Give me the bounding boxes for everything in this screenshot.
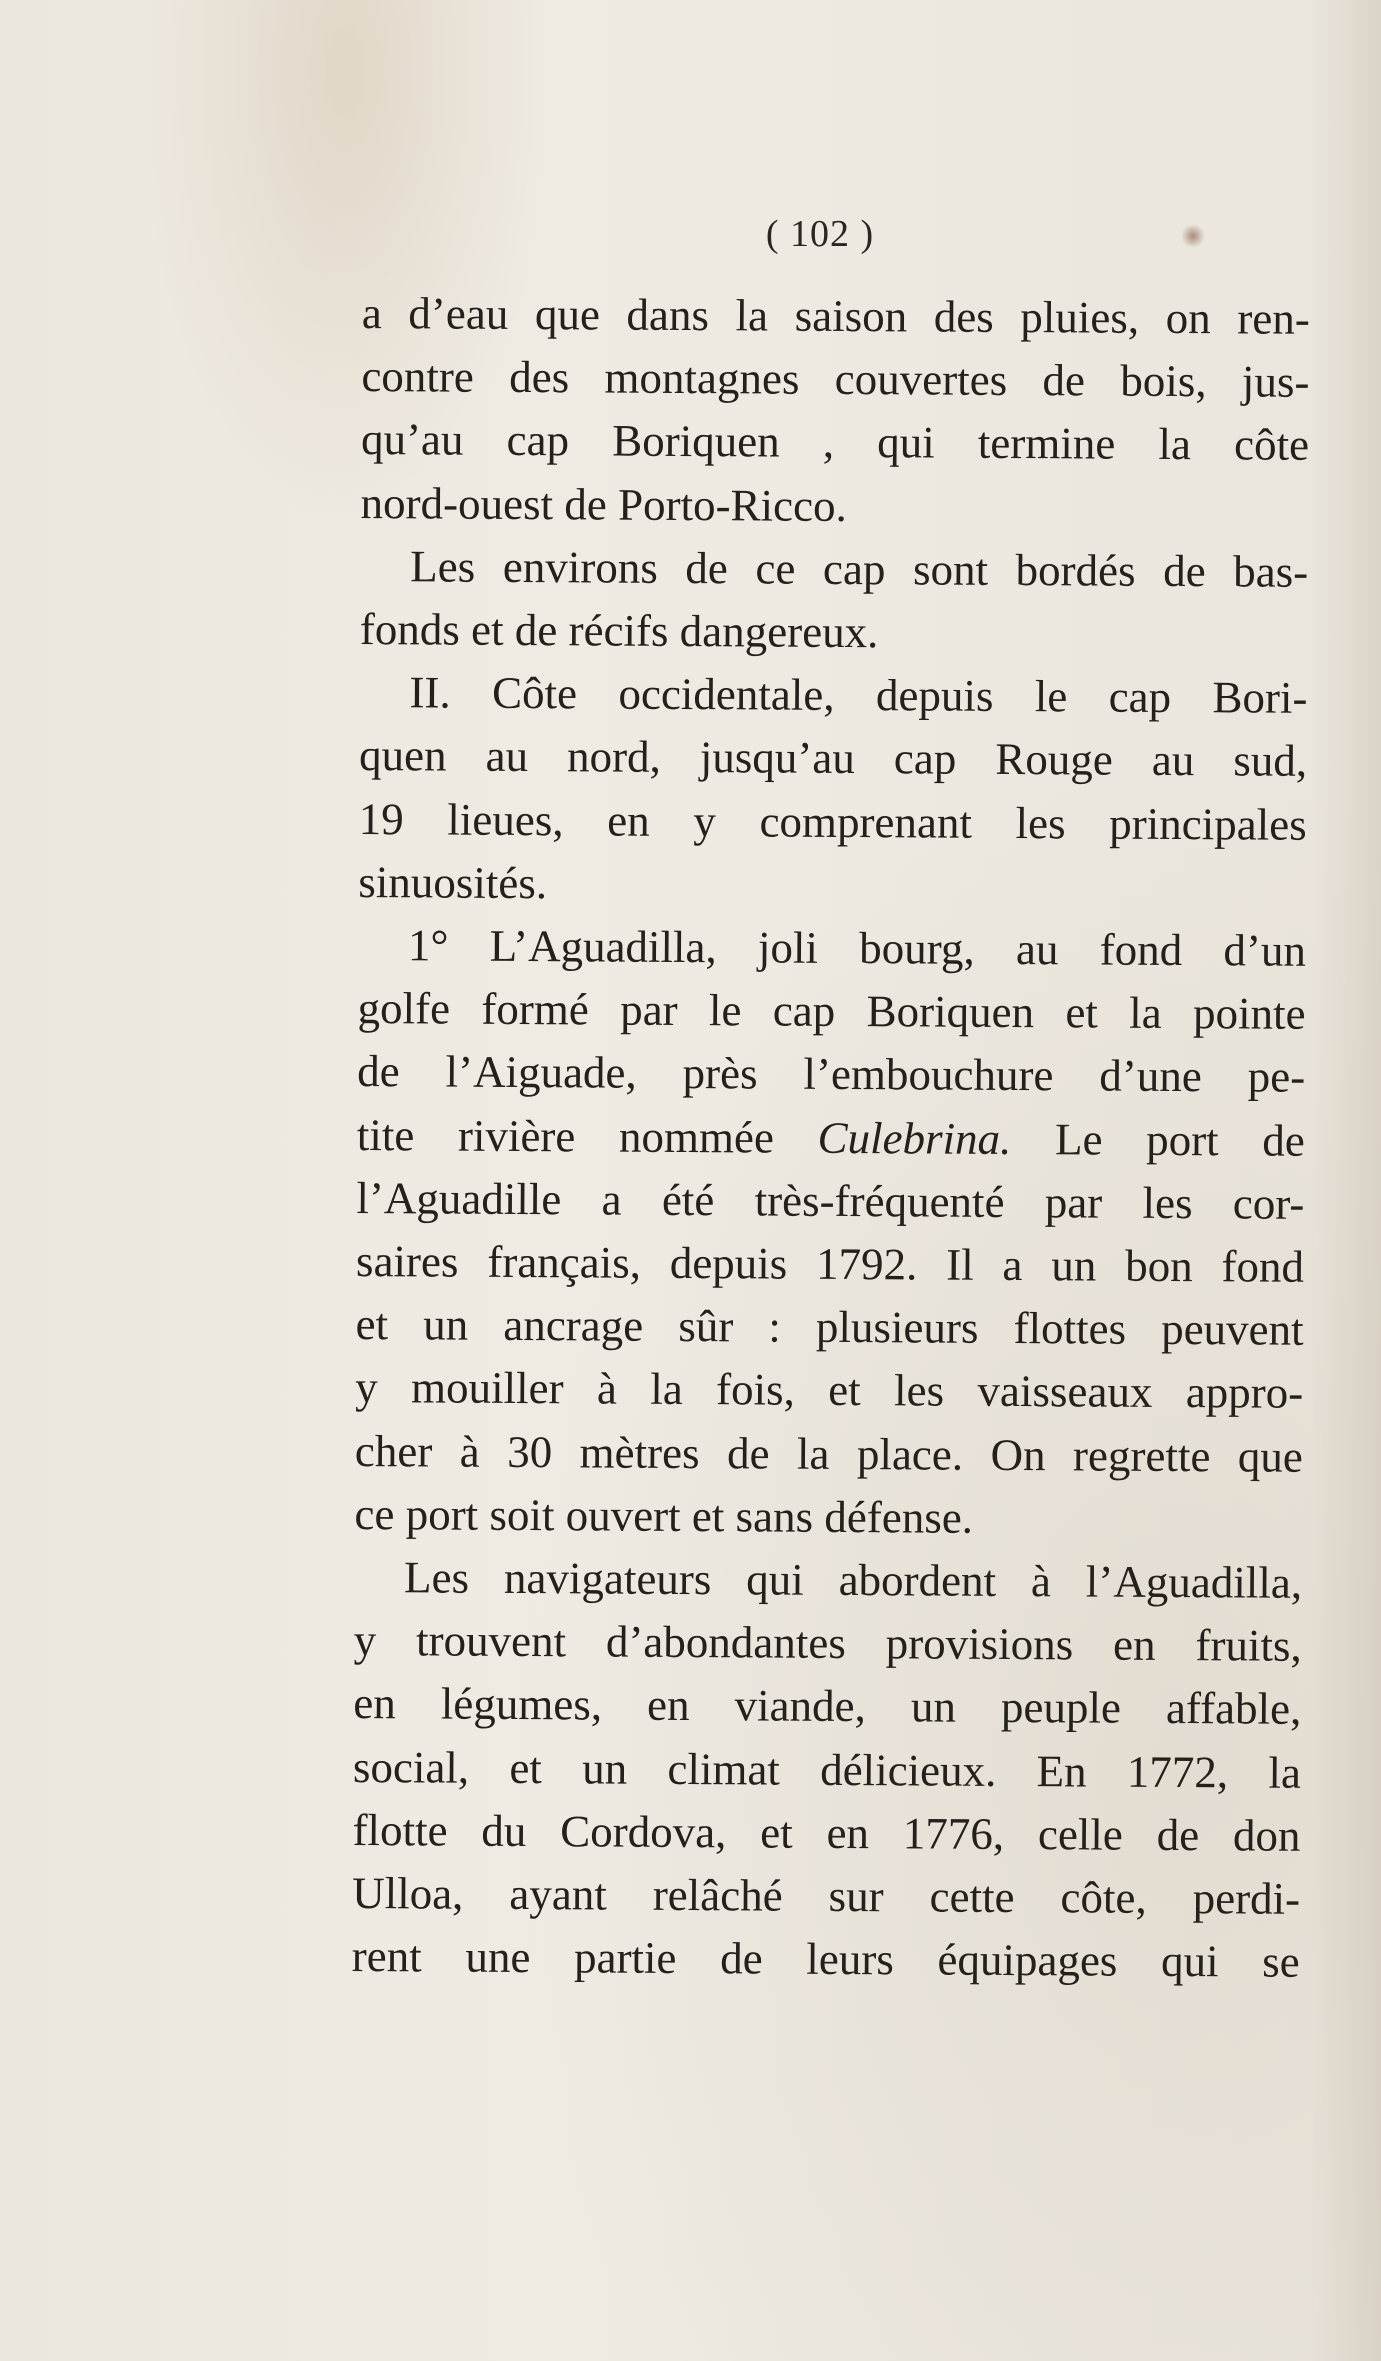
- text-line: sinuosités.: [358, 856, 548, 908]
- text-line: flotte du Cordova, et en 1776, celle de don: [352, 1804, 1301, 1861]
- text-line: contre des montagnes couvertes de bois, jus-: [361, 351, 1310, 407]
- paragraph-4: [354, 914, 1306, 1552]
- ink-blot: [1180, 225, 1206, 247]
- text-line: fonds et de récifs dangereux.: [359, 604, 879, 658]
- text-line: 1° L’Aguadilla, joli bourg, au fond d’un: [407, 920, 1307, 976]
- paragraph-5: [352, 1546, 1303, 1994]
- text-line: qu’au cap Boriquen , qui termine la côte: [360, 414, 1310, 471]
- text-line: saires français, depuis 1792. Il a un bon fond: [355, 1236, 1305, 1292]
- text-line: Les navigateurs qui abordent à l’Aguadilla,: [403, 1552, 1303, 1608]
- text-run: Le port de: [1011, 1113, 1305, 1166]
- text-line: y trouvent d’abondantes provisions en fruits,: [353, 1615, 1302, 1672]
- paragraph-3: [358, 661, 1308, 920]
- paragraph-2: [360, 535, 1309, 667]
- text-line: de l’Aiguade, près l’embouchure d’une pe-: [357, 1046, 1306, 1103]
- text-line-with-italic: [357, 1104, 1305, 1173]
- text-run: tite rivière nommée: [356, 1109, 818, 1163]
- text-line: y mouiller à la fois, et les vaisseaux appro-: [355, 1362, 1304, 1419]
- text-line: l’Aguadille a été très-fréquenté par les cor-: [356, 1172, 1305, 1229]
- text-line: en légumes, en viande, un peuple affable,: [353, 1678, 1302, 1735]
- text-line: social, et un climat délicieux. En 1772, la: [352, 1741, 1302, 1798]
- text-line: II. Côte occidentale, depuis le cap Bori-: [409, 667, 1308, 724]
- text-line: Ulloa, ayant relâché sur cette côte, perdi-: [352, 1868, 1301, 1924]
- paragraph-1: [360, 282, 1310, 541]
- text-line: rent une partie de leurs équipages qui se: [351, 1931, 1300, 1988]
- page-gutter-shadow: [1311, 0, 1381, 2361]
- text-line: 19 lieues, en y comprenant les principales: [358, 793, 1307, 850]
- text-line: a d’eau que dans la saison des pluies, on ren-: [361, 287, 1310, 344]
- text-line: cher à 30 mètres de la place. On regrette que: [354, 1425, 1303, 1482]
- text-line: et un ancrage sûr : plusieurs flottes peuvent: [355, 1299, 1304, 1356]
- italic-river-name: Culebrina.: [817, 1112, 1012, 1164]
- body-text: [352, 282, 1310, 1994]
- text-line: golfe formé par le cap Boriquen et la pointe: [357, 983, 1306, 1040]
- page-number: ( 102 ): [765, 213, 875, 255]
- text-line: quen au nord, jusqu’au cap Rouge au sud,: [358, 730, 1308, 787]
- text-line: Les environs de ce cap sont bordés de bas-: [410, 541, 1309, 597]
- text-line: nord-ouest de Porto-Ricco.: [360, 477, 847, 531]
- text-line: ce port soit ouvert et sans défense.: [354, 1488, 974, 1543]
